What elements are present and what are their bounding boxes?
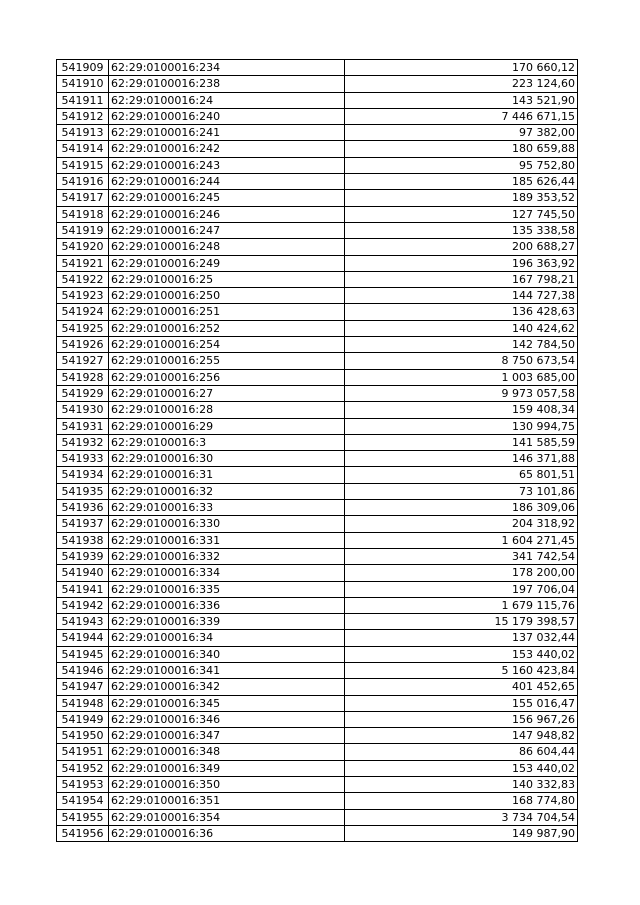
table-row [57,125,578,141]
cadastral-value-cell: 1 003 685,00 [345,369,578,385]
table-row [57,60,578,76]
table-row [57,532,578,548]
cadastral-number-cell: 62:29:0100016:335 [109,581,345,597]
cadastral-number-cell: 62:29:0100016:245 [109,190,345,206]
row-number-cell: 541943 [57,614,109,630]
table-row [57,597,578,613]
table-row [57,337,578,353]
table-row [57,662,578,678]
cadastral-number-cell: 62:29:0100016:25 [109,271,345,287]
row-number-cell: 541939 [57,548,109,564]
cadastral-value-cell: 197 706,04 [345,581,578,597]
cadastral-value-cell: 180 659,88 [345,141,578,157]
table-row [57,500,578,516]
row-number-cell: 541947 [57,679,109,695]
cadastral-number-cell: 62:29:0100016:348 [109,744,345,760]
cadastral-value-cell: 159 408,34 [345,402,578,418]
table-row [57,760,578,776]
row-number-cell: 541929 [57,385,109,401]
cadastral-value-cell: 149 987,90 [345,825,578,841]
row-number-cell: 541937 [57,516,109,532]
row-number-cell: 541952 [57,760,109,776]
cadastral-number-cell: 62:29:0100016:243 [109,157,345,173]
row-number-cell: 541926 [57,337,109,353]
row-number-cell: 541935 [57,483,109,499]
cadastral-value-cell: 141 585,59 [345,434,578,450]
row-number-cell: 541920 [57,239,109,255]
row-number-cell: 541925 [57,320,109,336]
cadastral-value-cell: 3 734 704,54 [345,809,578,825]
row-number-cell: 541931 [57,418,109,434]
cadastral-number-cell: 62:29:0100016:30 [109,451,345,467]
row-number-cell: 541928 [57,369,109,385]
cadastral-value-cell: 189 353,52 [345,190,578,206]
cadastral-number-cell: 62:29:0100016:29 [109,418,345,434]
cadastral-number-cell: 62:29:0100016:340 [109,646,345,662]
cadastral-value-cell: 196 363,92 [345,255,578,271]
row-number-cell: 541921 [57,255,109,271]
cadastral-number-cell: 62:29:0100016:256 [109,369,345,385]
row-number-cell: 541945 [57,646,109,662]
cadastral-value-cell: 186 309,06 [345,500,578,516]
cadastral-number-cell: 62:29:0100016:254 [109,337,345,353]
table-row [57,679,578,695]
cadastral-number-cell: 62:29:0100016:238 [109,76,345,92]
cadastral-number-cell: 62:29:0100016:350 [109,777,345,793]
row-number-cell: 541938 [57,532,109,548]
table-row [57,467,578,483]
cadastral-number-cell: 62:29:0100016:240 [109,108,345,124]
cadastral-value-cell: 147 948,82 [345,728,578,744]
row-number-cell: 541950 [57,728,109,744]
row-number-cell: 541932 [57,434,109,450]
cadastral-number-cell: 62:29:0100016:32 [109,483,345,499]
cadastral-number-cell: 62:29:0100016:248 [109,239,345,255]
table-row [57,483,578,499]
row-number-cell: 541914 [57,141,109,157]
table-row [57,222,578,238]
row-number-cell: 541955 [57,809,109,825]
row-number-cell: 541953 [57,777,109,793]
row-number-cell: 541954 [57,793,109,809]
table-row [57,695,578,711]
row-number-cell: 541944 [57,630,109,646]
cadastral-number-cell: 62:29:0100016:341 [109,662,345,678]
cadastral-number-cell: 62:29:0100016:334 [109,565,345,581]
row-number-cell: 541916 [57,174,109,190]
table-row [57,646,578,662]
cadastral-number-cell: 62:29:0100016:3 [109,434,345,450]
table-row [57,516,578,532]
cadastral-number-cell: 62:29:0100016:347 [109,728,345,744]
table-row [57,320,578,336]
cadastral-number-cell: 62:29:0100016:252 [109,320,345,336]
cadastral-value-cell: 142 784,50 [345,337,578,353]
cadastral-number-cell: 62:29:0100016:331 [109,532,345,548]
cadastral-value-cell: 146 371,88 [345,451,578,467]
row-number-cell: 541918 [57,206,109,222]
cadastral-number-cell: 62:29:0100016:28 [109,402,345,418]
cadastral-value-cell: 144 727,38 [345,288,578,304]
row-number-cell: 541917 [57,190,109,206]
row-number-cell: 541936 [57,500,109,516]
cadastral-number-cell: 62:29:0100016:27 [109,385,345,401]
table-row [57,581,578,597]
cadastral-value-cell: 65 801,51 [345,467,578,483]
cadastral-value-cell: 168 774,80 [345,793,578,809]
row-number-cell: 541909 [57,60,109,76]
row-number-cell: 541923 [57,288,109,304]
table-row [57,92,578,108]
row-number-cell: 541915 [57,157,109,173]
cadastral-value-cell: 9 973 057,58 [345,385,578,401]
cadastral-number-cell: 62:29:0100016:250 [109,288,345,304]
cadastral-number-cell: 62:29:0100016:349 [109,760,345,776]
cadastral-value-cell: 135 338,58 [345,222,578,238]
row-number-cell: 541919 [57,222,109,238]
cadastral-value-cell: 7 446 671,15 [345,108,578,124]
cadastral-value-cell: 167 798,21 [345,271,578,287]
row-number-cell: 541948 [57,695,109,711]
cadastral-value-cell: 143 521,90 [345,92,578,108]
row-number-cell: 541951 [57,744,109,760]
row-number-cell: 541956 [57,825,109,841]
cadastral-number-cell: 62:29:0100016:345 [109,695,345,711]
table-body [57,60,578,842]
row-number-cell: 541934 [57,467,109,483]
cadastral-value-cell: 95 752,80 [345,157,578,173]
cadastral-number-cell: 62:29:0100016:342 [109,679,345,695]
table-row [57,630,578,646]
cadastral-value-cell: 127 745,50 [345,206,578,222]
table-row [57,108,578,124]
cadastral-value-cell: 8 750 673,54 [345,353,578,369]
cadastral-number-cell: 62:29:0100016:346 [109,711,345,727]
cadastral-number-cell: 62:29:0100016:24 [109,92,345,108]
cadastral-value-cell: 97 382,00 [345,125,578,141]
cadastral-number-cell: 62:29:0100016:244 [109,174,345,190]
table-row [57,793,578,809]
cadastral-value-cell: 223 124,60 [345,76,578,92]
cadastral-value-cell: 153 440,02 [345,760,578,776]
row-number-cell: 541927 [57,353,109,369]
table-row [57,157,578,173]
cadastral-value-cell: 1 679 115,76 [345,597,578,613]
table-row [57,809,578,825]
row-number-cell: 541930 [57,402,109,418]
row-number-cell: 541941 [57,581,109,597]
row-number-cell: 541946 [57,662,109,678]
table-row [57,76,578,92]
table-row [57,402,578,418]
cadastral-number-cell: 62:29:0100016:36 [109,825,345,841]
row-number-cell: 541912 [57,108,109,124]
table-row [57,434,578,450]
cadastral-value-cell: 5 160 423,84 [345,662,578,678]
table-row [57,825,578,841]
cadastral-number-cell: 62:29:0100016:249 [109,255,345,271]
cadastral-value-cell: 155 016,47 [345,695,578,711]
cadastral-number-cell: 62:29:0100016:234 [109,60,345,76]
cadastral-number-cell: 62:29:0100016:34 [109,630,345,646]
cadastral-value-cell: 178 200,00 [345,565,578,581]
cadastral-number-cell: 62:29:0100016:246 [109,206,345,222]
cadastral-value-cell: 185 626,44 [345,174,578,190]
cadastral-value-table [56,59,578,842]
cadastral-number-cell: 62:29:0100016:330 [109,516,345,532]
row-number-cell: 541922 [57,271,109,287]
table-row [57,711,578,727]
cadastral-number-cell: 62:29:0100016:354 [109,809,345,825]
cadastral-number-cell: 62:29:0100016:255 [109,353,345,369]
table-row [57,728,578,744]
row-number-cell: 541942 [57,597,109,613]
cadastral-number-cell: 62:29:0100016:339 [109,614,345,630]
cadastral-value-cell: 140 424,62 [345,320,578,336]
row-number-cell: 541910 [57,76,109,92]
cadastral-value-cell: 156 967,26 [345,711,578,727]
table-row [57,206,578,222]
table-row [57,141,578,157]
cadastral-value-cell: 153 440,02 [345,646,578,662]
table-row [57,304,578,320]
cadastral-number-cell: 62:29:0100016:251 [109,304,345,320]
cadastral-value-cell: 73 101,86 [345,483,578,499]
cadastral-value-cell: 137 032,44 [345,630,578,646]
row-number-cell: 541940 [57,565,109,581]
table-row [57,239,578,255]
table-row [57,548,578,564]
cadastral-number-cell: 62:29:0100016:332 [109,548,345,564]
cadastral-number-cell: 62:29:0100016:31 [109,467,345,483]
cadastral-value-cell: 15 179 398,57 [345,614,578,630]
cadastral-number-cell: 62:29:0100016:351 [109,793,345,809]
table-row [57,744,578,760]
cadastral-value-cell: 1 604 271,45 [345,532,578,548]
row-number-cell: 541911 [57,92,109,108]
table-row [57,353,578,369]
row-number-cell: 541913 [57,125,109,141]
table-row [57,614,578,630]
table-row [57,777,578,793]
cadastral-number-cell: 62:29:0100016:247 [109,222,345,238]
cadastral-value-cell: 86 604,44 [345,744,578,760]
table-row [57,271,578,287]
table-row [57,385,578,401]
cadastral-value-cell: 401 452,65 [345,679,578,695]
cadastral-number-cell: 62:29:0100016:33 [109,500,345,516]
table-row [57,190,578,206]
cadastral-number-cell: 62:29:0100016:242 [109,141,345,157]
cadastral-value-cell: 136 428,63 [345,304,578,320]
table-row [57,418,578,434]
table-row [57,565,578,581]
row-number-cell: 541933 [57,451,109,467]
table-row [57,288,578,304]
cadastral-value-cell: 200 688,27 [345,239,578,255]
cadastral-value-cell: 204 318,92 [345,516,578,532]
table-row [57,255,578,271]
row-number-cell: 541924 [57,304,109,320]
table-row [57,451,578,467]
cadastral-value-cell: 140 332,83 [345,777,578,793]
table-row [57,174,578,190]
cadastral-value-cell: 170 660,12 [345,60,578,76]
cadastral-number-cell: 62:29:0100016:241 [109,125,345,141]
table-row [57,369,578,385]
row-number-cell: 541949 [57,711,109,727]
cadastral-number-cell: 62:29:0100016:336 [109,597,345,613]
cadastral-value-cell: 341 742,54 [345,548,578,564]
cadastral-value-cell: 130 994,75 [345,418,578,434]
